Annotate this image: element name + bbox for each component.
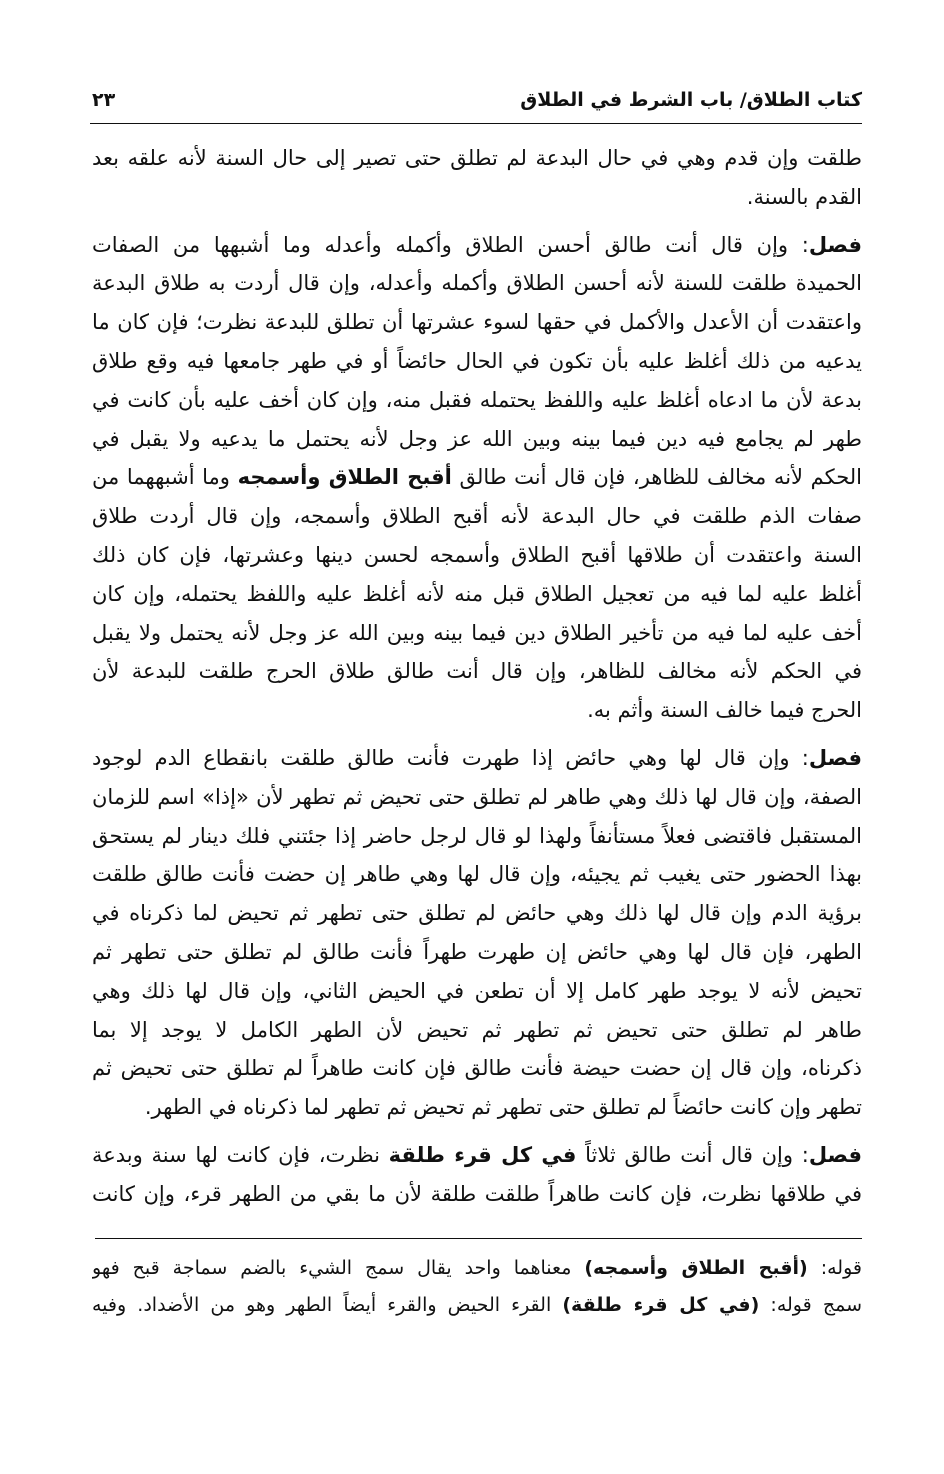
- section-label: فصل: [808, 745, 862, 770]
- paragraph: [92, 739, 862, 1127]
- line-text: معناهما واحد يقال سمج الشيء بالضم سماجة قبح فهو: [92, 1257, 585, 1279]
- text-line: برؤية الدم وإن قال لها ذلك وهي حائض لم تطلق حتى تطهر ثم تحيض لما ذكرناه في: [92, 901, 862, 926]
- text-line: تحيض لأنه لا يوجد طهر كامل إلا أن تطعن في الحيض الثاني، وإن قال لها ذلك وهي: [92, 978, 862, 1003]
- running-header: [92, 82, 862, 118]
- line-text: : وإن قال أنت طالق أحسن الطلاق وأكمله وأعدله وما أشبهها من الصفات: [92, 232, 809, 257]
- text-line: يدعيه من ذلك أغلظ عليه بأن تكون في الحال حائضاً أو في طهر جامعها فيه وقع طلاق: [92, 348, 862, 373]
- line-text: نظرت، فإن كانت لها سنة وبدعة: [92, 1142, 389, 1167]
- section-label: فصل: [808, 1142, 862, 1167]
- main-text: [92, 139, 862, 1223]
- bold-term: أقبح الطلاق وأسمجه: [237, 465, 452, 490]
- section-label: فصل: [808, 232, 862, 257]
- running-header-title: كتاب الطلاق/ باب الشرط في الطلاق: [520, 89, 862, 111]
- footnote-line: [92, 1250, 862, 1287]
- text-line: طلقت وإن قدم وهي في حال البدعة لم تطلق حتى تصير إلى حال السنة لأنه علقه بعد: [92, 146, 862, 170]
- text-line: طهر لم يجامع فيه دين فيما بينه وبين الله عز وجل لأنه يحتمل ما يدعيه ولا يقبل في: [92, 426, 862, 451]
- text-line: القدم بالسنة.: [746, 184, 862, 209]
- paragraph: [92, 226, 862, 730]
- text-line: في طلاقها نظرت، فإن كانت طاهراً طلقت طلقة لأن ما بقي من الطهر قرء، وإن كانت: [92, 1181, 862, 1206]
- text-line: الحرج فيما خالف السنة وأثم به.: [587, 698, 862, 723]
- text-line: واعتقدت أن الأعدل والأكمل في حقها لسوء عشرتها أن تطلق للبدعة نظرت؛ فإن كان ما: [92, 310, 862, 335]
- text-line: الحميدة طلقت للسنة لأنه أحسن الطلاق وأكمله وأعدله، وإن قال أردت به طلاق البدعة: [92, 271, 862, 296]
- bold-term: (في كل قرء طلقة): [562, 1294, 760, 1316]
- line-text: الحكم لأنه مخالف للظاهر، فإن قال أنت طالق: [451, 465, 862, 490]
- text-line: بهذا الحضور حتى يغيب ثم يجيئه، وإن قال لها وهي طاهر إن حضت فأنت طالق طلقت: [92, 862, 862, 887]
- line-text: : وإن قال لها وهي حائض إذا طهرت فأنت طالق طلقت بانقطاع الدم لوجود: [92, 745, 809, 770]
- text-line: [92, 1136, 862, 1175]
- line-text: القرء الحيض والقرء أيضاً الطهر وهو من الأضداد. وفيه: [92, 1294, 563, 1316]
- text-line: تطهر وإن كانت حائضاً لم تطلق حتى تطهر ثم تحيض ثم تطهر لما ذكرناه في الطهر.: [144, 1095, 862, 1120]
- footnote-separator: [95, 1238, 862, 1239]
- line-text: : وإن قال أنت طالق ثلاثاً: [576, 1142, 809, 1167]
- text-line: بدعة لأن ما ادعاه أغلظ عليه واللفظ يحتمله فقبل منه، وإن كان أخف عليه بأن كانت في: [92, 387, 862, 412]
- text-line: [92, 226, 862, 265]
- paragraph: [92, 139, 862, 217]
- footnotes: [92, 1250, 862, 1324]
- text-line: المستقبل فاقتضى فعلاً مستأنفاً ولهذا لو قال لرجل حاضر إذا جئتني فلك دينار لم يستحق: [92, 823, 862, 848]
- line-text: سمج قوله:: [759, 1294, 862, 1316]
- text-line: أغلظ عليه لما فيه من تعجيل الطلاق قبل منه لأنه أغلظ عليه واللفظ يحتمله، وإن كان: [92, 581, 862, 606]
- text-line: في الحكم لأنه مخالف للظاهر، وإن قال أنت طالق طلاق الحرج طلقت للبدعة لأن: [92, 659, 862, 684]
- paragraph: [92, 1136, 862, 1214]
- line-text: قوله:: [807, 1257, 862, 1279]
- header-rule: [90, 123, 862, 124]
- text-line: ذكرناه، وإن قال إن حضت حيضة فأنت طالق فإن كانت طاهراً لم تطلق حتى تحيض ثم: [92, 1056, 862, 1081]
- text-line: الصفة، وإن قال لها ذلك وهي طاهر لم تطلق حتى تحيض ثم تطهر لأن «إذا» اسم للزمان: [92, 784, 862, 809]
- text-line: طاهر لم تطلق حتى تحيض ثم تطهر ثم تحيض لأن الطهر الكامل لا يوجد إلا بما: [92, 1017, 862, 1042]
- text-line: الطهر، فإن قال لها وهي حائض إن طهرت طهراً فأنت طالق لم تطلق حتى تطهر ثم: [92, 939, 862, 964]
- text-line: [92, 739, 862, 778]
- bold-term: (أقبح الطلاق وأسمجه): [584, 1257, 808, 1279]
- text-line: صفات الذم طلقت في حال البدعة لأنه أقبح الطلاق وأسمجه، وإن قال أردت طلاق: [92, 504, 862, 529]
- text-line: [92, 458, 862, 497]
- bold-term: في كل قرء طلقة: [388, 1142, 577, 1167]
- text-line: أخف عليه لما فيه من تأخير الطلاق دين فيما بينه وبين الله عز وجل لأنه يحتمل ولا يقبل: [92, 620, 862, 645]
- line-text: وما أشبههما من: [92, 465, 238, 490]
- footnote-line: [92, 1287, 862, 1324]
- text-line: السنة واعتقدت أن طلاقها أقبح الطلاق وأسمجه لحسن دينها وعشرتها، فإن كان ذلك: [92, 542, 862, 567]
- page-number: ٢٣: [92, 89, 116, 111]
